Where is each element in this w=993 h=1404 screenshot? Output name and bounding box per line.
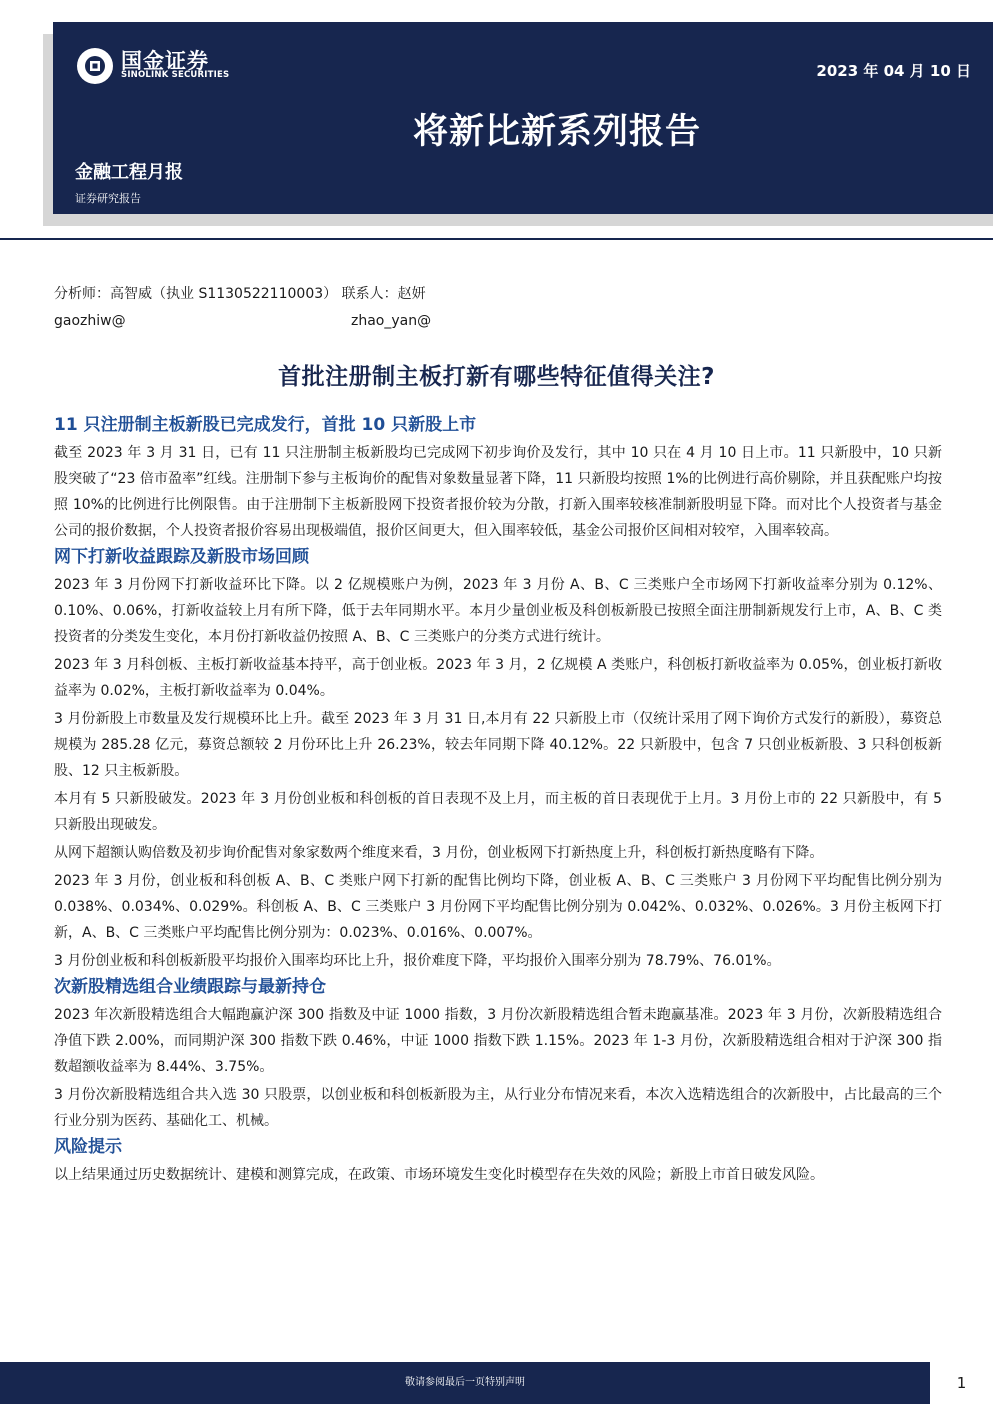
section-paragraph: 2023 年 3 月份，创业板和科创板 A、B、C 类账户网下打新的配售比例均下降，创业板 A、B、C 三类账户 3 月份网下平均配售比例分别为 0.038%、0.034%、0.029%。科创板 A、B、C 三类账户 3 月份网下平均配售比例分别为 0.042%、0.032%、0.026%。3 月份主板网下打新，A、B、C 三类账户平均配售比例分别为：0.023%、0.016%、0.007%。 xyxy=(54,873,942,941)
brand-name-en: SINOLINK SECURITIES xyxy=(121,70,230,80)
report-header xyxy=(53,22,993,214)
analyst-line: 分析师：高智威（执业 S1130522110003） 联系人：赵妍 xyxy=(54,286,426,302)
report-subtype: 证券研究报告 xyxy=(75,192,141,205)
section-paragraph: 以上结果通过历史数据统计、建模和测算完成，在政策、市场环境发生变化时模型存在失效的风险；新股上市首日破发风险。 xyxy=(54,1167,824,1183)
header-divider xyxy=(0,238,993,240)
report-headline: 首批注册制主板打新有哪些特征值得关注? xyxy=(278,364,715,390)
section-title: 风险提示 xyxy=(54,1137,122,1157)
footer-disclaimer: 敬请参阅最后一页特别声明 xyxy=(0,1362,930,1404)
section-paragraph: 2023 年次新股精选组合大幅跑赢沪深 300 指数及中证 1000 指数，3 月份次新股精选组合暂未跑赢基准。2023 年 3 月份，次新股精选组合净值下跌 2.00%，而同期沪深 300 指数下跌 0.46%，中证 1000 指数下跌 1.15%。2023 年 1-3 月份，次新股精选组合相对于沪深 300 指数超额收益率为 8.44%、3.75%。 xyxy=(54,1007,942,1075)
section-paragraph: 2023 年 3 月科创板、主板打新收益基本持平，高于创业板。2023 年 3 月，2 亿规模 A 类账户，科创板打新收益率为 0.05%，创业板打新收益率为 0.02%，主板打新收益率为 0.04%。 xyxy=(54,657,942,699)
section-paragraph: 3 月份新股上市数量及发行规模环比上升。截至 2023 年 3 月 31 日,本月有 22 只新股上市（仅统计采用了网下询价方式发行的新股），募资总规模为 285.28 亿元，募资总额较 2 月份环比上升 26.23%，较去年同期下降 40.12%。22 只新股中，包含 7 只创业板新股、3 只科创板新股、12 只主板新股。 xyxy=(54,711,942,779)
contact-email[interactable]: zhao_yan@ xyxy=(351,313,432,329)
series-title: 将新比新系列报告 xyxy=(413,112,702,152)
section-title: 次新股精选组合业绩跟踪与最新持仓 xyxy=(54,977,326,997)
section-paragraph: 3 月份次新股精选组合共入选 30 只股票，以创业板和科创板新股为主，从行业分布情况来看，本次入选精选组合的次新股中，占比最高的三个行业分别为医药、基础化工、机械。 xyxy=(54,1087,942,1129)
section-paragraph: 2023 年 3 月份网下打新收益环比下降。以 2 亿规模账户为例，2023 年 3 月份 A、B、C 三类账户全市场网下打新收益率分别为 0.12%、0.10%、0.06%，打新收益较上月有所下降，低于去年同期水平。本月少量创业板及科创板新股已按照全面注册制新规发行上市，A、B、C 类投资者的分类发生变化，本月份打新收益仍按照 A、B、C 三类账户的分类方式进行统计。 xyxy=(54,577,942,645)
section-paragraph: 截至 2023 年 3 月 31 日，已有 11 只注册制主板新股均已完成网下初步询价及发行，其中 10 只在 4 月 10 日上市。11 只新股中，10 只新股突破了“23 倍市盈率”红线。注册制下参与主板询价的配售对象数量显著下降，11 只新股均按照 1%的比例进行高价剔除，并且获配账户均按照 10%的比例进行比例限售。由于注册制下主板新股网下投资者报价较为分散，打新入围率较核准制新股明显下降。而对比个人投资者与基金公司的报价数据，个人投资者报价容易出现极端值，报价区间更大，但入围率较低，基金公司报价区间相对较窄，入围率较高。 xyxy=(54,445,942,539)
section-paragraph: 3 月份创业板和科创板新股平均报价入围率均环比上升，报价难度下降，平均报价入围率分别为 78.79%、76.01%。 xyxy=(54,953,781,969)
analyst-emails xyxy=(54,313,474,329)
analyst-email[interactable]: gaozhiw@ xyxy=(54,313,126,329)
section-paragraph: 从网下超额认购倍数及初步询价配售对象家数两个维度来看，3 月份，创业板网下打新热度上升，科创板打新热度略有下降。 xyxy=(54,845,824,861)
section-new-listings xyxy=(54,414,942,544)
section-paragraph: 本月有 5 只新股破发。2023 年 3 月份创业板和科创板的首日表现不及上月，而主板的首日表现优于上月。3 月份上市的 22 只新股中，有 5 只新股出现破发。 xyxy=(54,791,942,833)
section-title: 11 只注册制主板新股已完成发行，首批 10 只新股上市 xyxy=(54,415,477,435)
section-title: 网下打新收益跟踪及新股市场回顾 xyxy=(54,547,309,567)
report-date: 2023 年 04 月 10 日 xyxy=(816,62,971,80)
section-risk xyxy=(54,1136,942,1188)
page-number: 1 xyxy=(930,1362,993,1404)
section-portfolio xyxy=(54,976,942,1134)
report-type: 金融工程月报 xyxy=(75,162,183,183)
sinolink-logo-icon xyxy=(75,46,115,86)
brand-name-cn: 国金证券 xyxy=(121,49,209,73)
section-ipo-returns xyxy=(54,546,942,974)
report-body xyxy=(54,414,942,1190)
